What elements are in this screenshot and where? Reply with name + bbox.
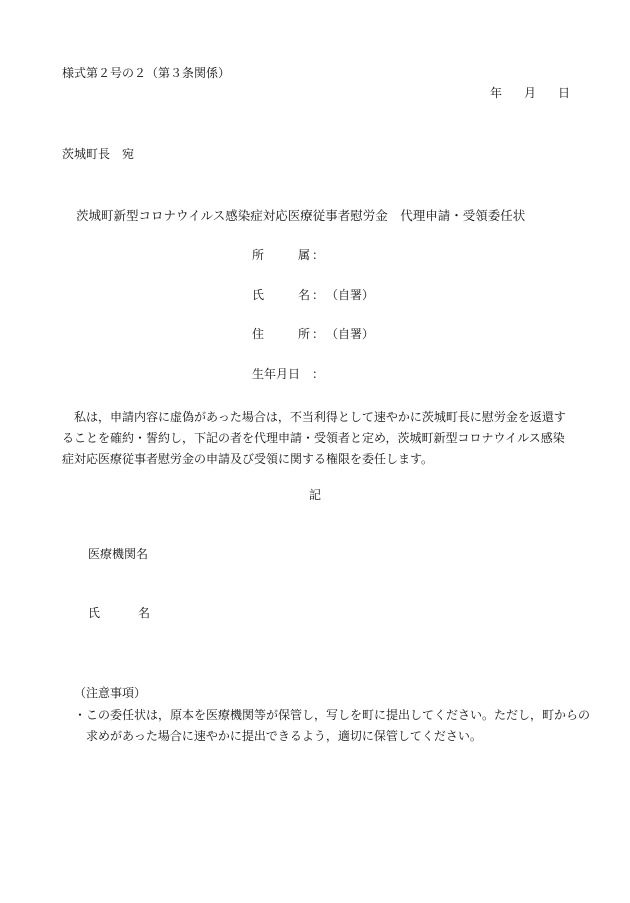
name-value: （自署） [326, 288, 375, 302]
address-colon: ： [312, 327, 325, 341]
date-year-label: 年 [489, 86, 502, 100]
delegation-statement: 私は，申請内容に虚偽があった場合は，不当利得として速やかに茨城町長に慰労金を返還することを確約・誓約し，下記の者を代理申請・受領者と定め，茨城町新型コロナウイルス感染症対応医療従事者慰労金の申請及び受領に関する権限を委任します。 [62, 410, 566, 466]
form-number: 様式第２号の２（第３条関係） [62, 66, 231, 80]
ki-heading: 記 [309, 488, 322, 502]
notes-heading: （注意事項） [74, 686, 147, 700]
agent-name-label: 氏 名 [88, 606, 150, 620]
affiliation-label: 所 属 [252, 248, 310, 262]
applicant-birthdate-row [252, 367, 326, 381]
birthdate-colon: ： [312, 367, 325, 381]
applicant-address-row [252, 327, 374, 341]
date-month-label: 月 [523, 86, 536, 100]
affiliation-colon: ： [312, 248, 325, 262]
addressee: 茨城町長 宛 [62, 147, 135, 161]
name-label: 氏 名 [252, 288, 310, 302]
date-day-label: 日 [557, 86, 570, 100]
name-colon: ： [312, 288, 325, 302]
document-title: 茨城町新型コロナウイルス感染症対応医療従事者慰労金 代理申請・受領委任状 [76, 208, 526, 223]
applicant-name-row [252, 288, 374, 302]
medical-facility-label: 医療機関名 [88, 547, 149, 561]
date-line [490, 86, 570, 100]
birthdate-label: 生年月日 [252, 367, 301, 381]
applicant-affiliation-row [252, 248, 326, 262]
notes-text: ・この委任状は，原本を医療機関等が保管し，写しを町に提出してください。ただし，町からの求めがあった場合に速やかに提出できるよう，適切に保管してください。 [74, 708, 591, 743]
address-label: 住 所 [252, 327, 310, 341]
address-value: （自署） [326, 327, 375, 341]
